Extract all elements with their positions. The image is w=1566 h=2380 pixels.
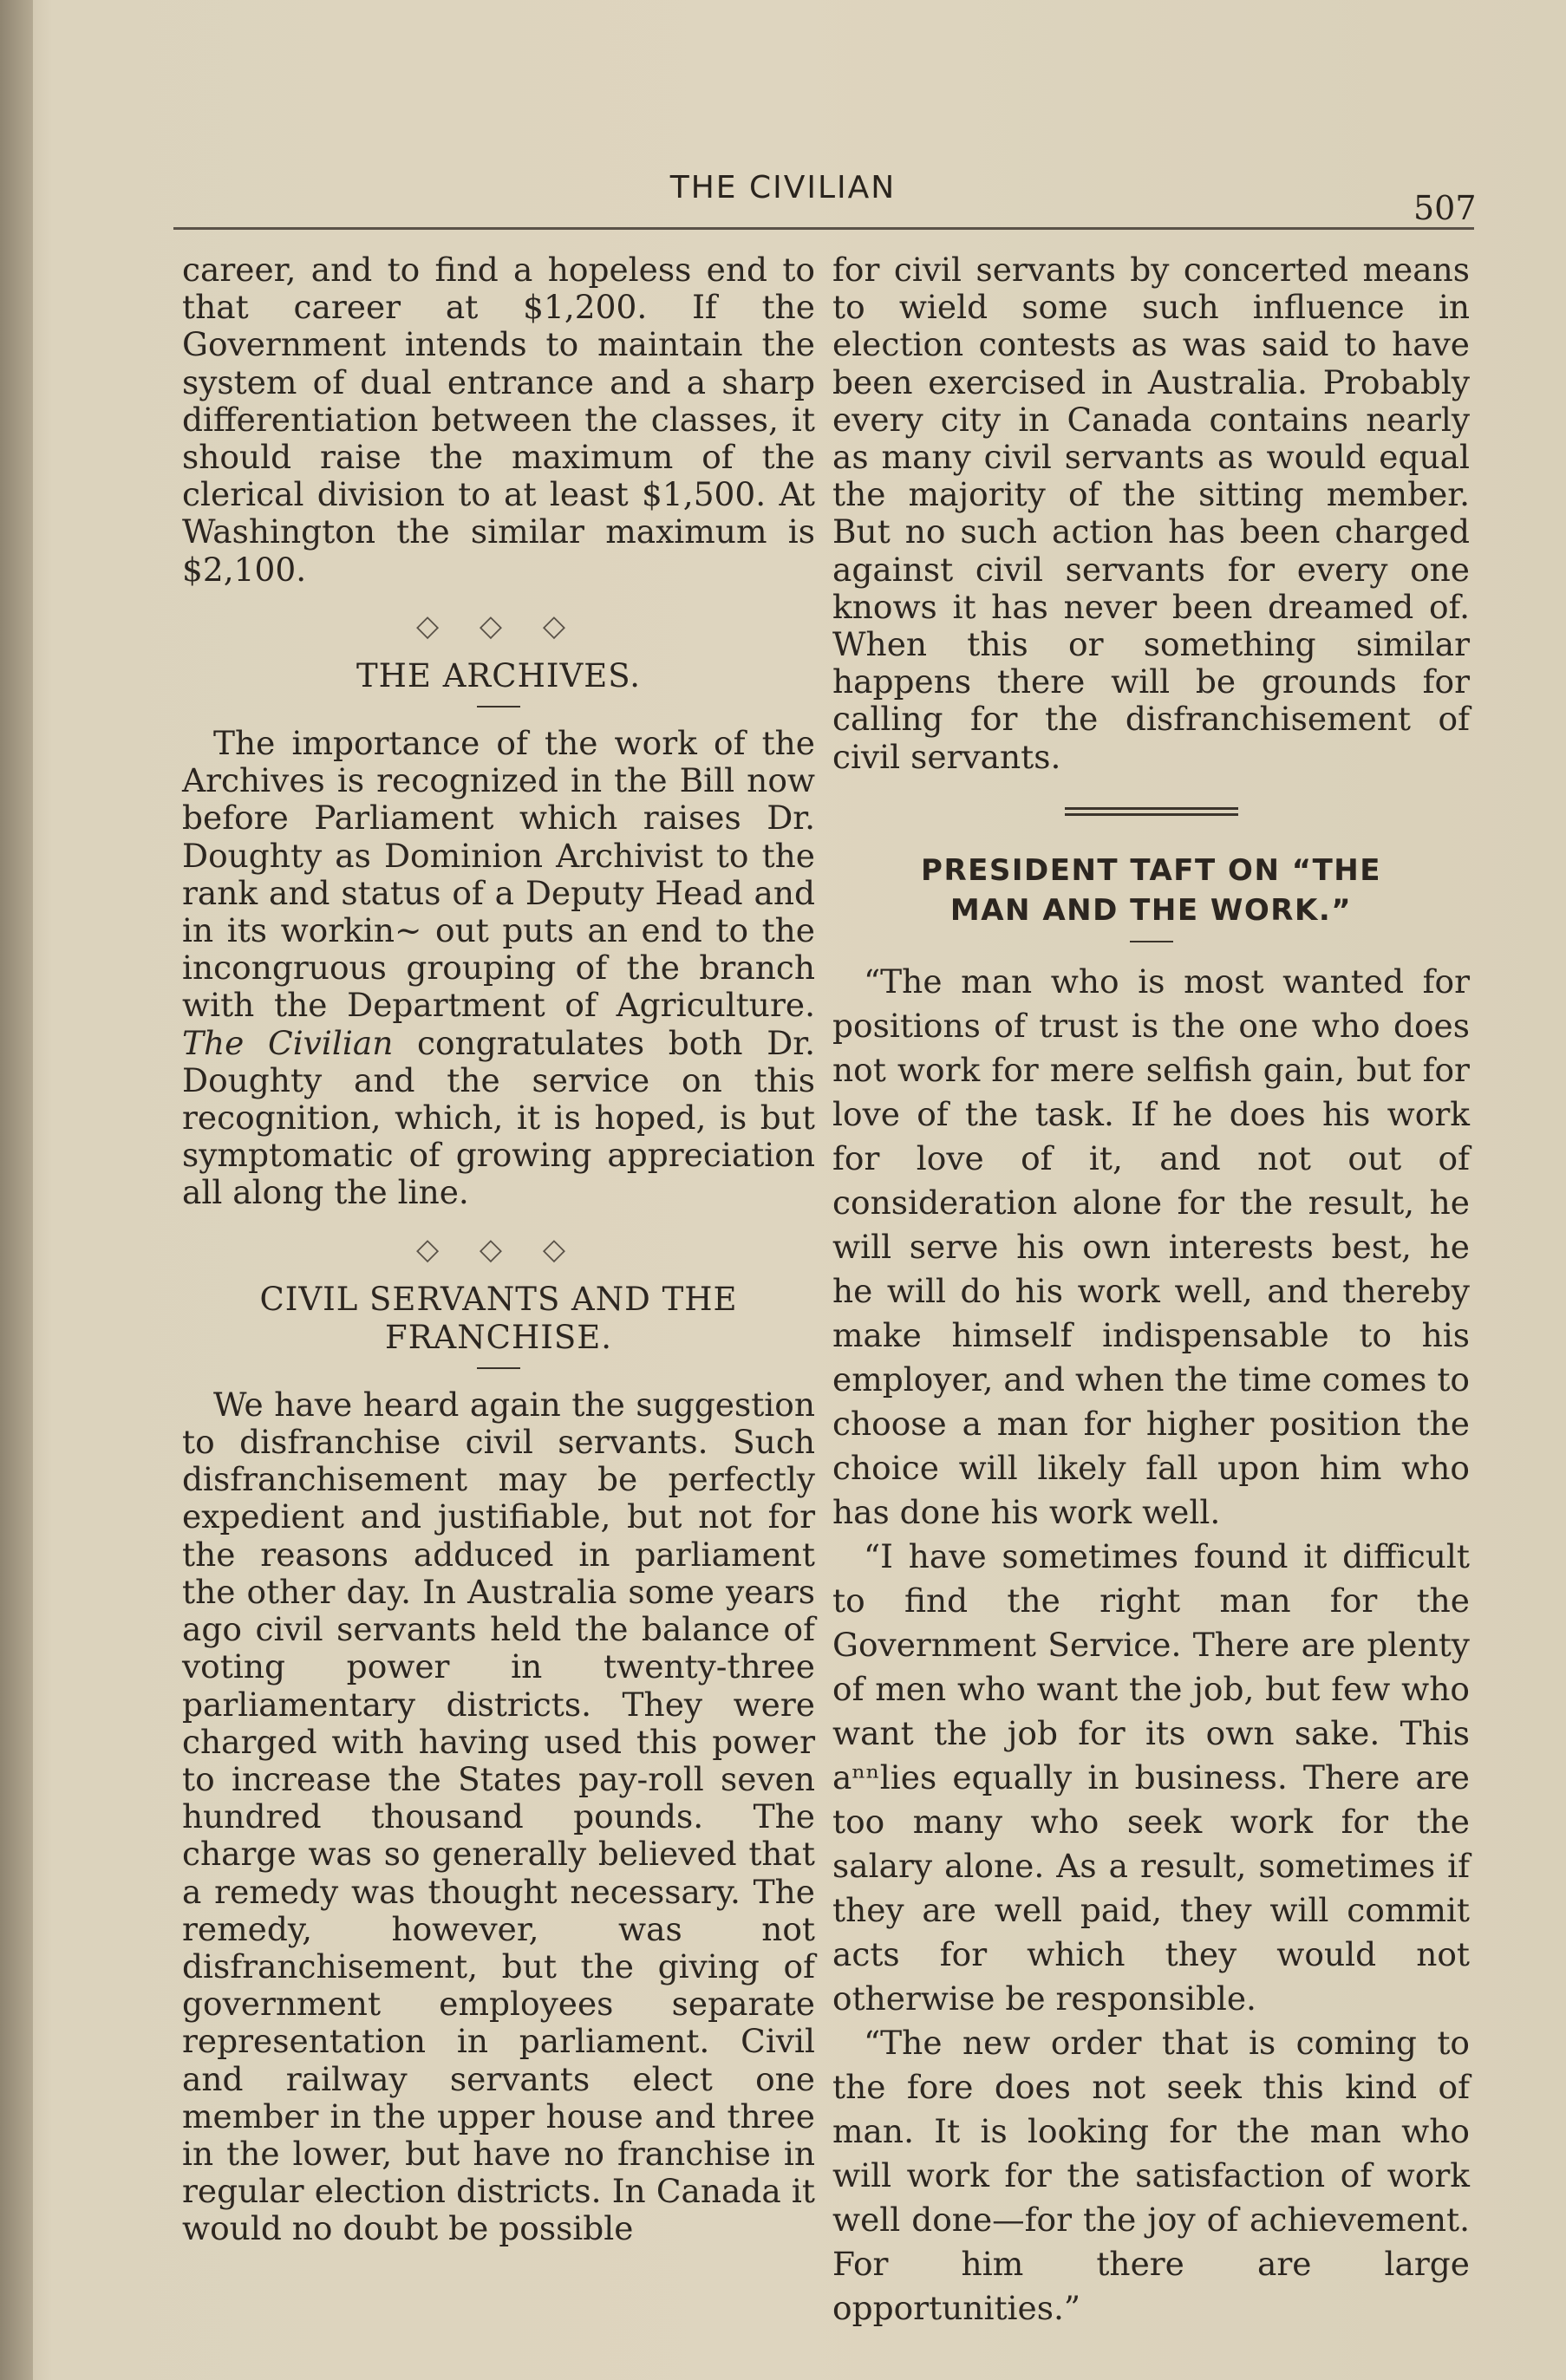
taft-quote-paragraph-2: “I have sometimes found it difficult to find the right man for the Government Service. There are plenty of men who want the job, but few who want the job for its own sake. This aⁿⁿlies equally in business. There are too many who seek work for the salary alone. As a result, sometimes if they are well paid, they will commit acts for which they would not otherwise be responsible.: [832, 1536, 1470, 2018]
franchise-heading-line2: FRANCHISE.: [385, 1318, 612, 1356]
archives-text-after: congratulates both Dr. Doughty and the service on this recognition, which, it is hoped, is but symptomatic of growing appreciation all along the line.: [182, 1023, 815, 1212]
taft-heading: [832, 851, 1470, 930]
page-number: 507: [1413, 189, 1477, 227]
archives-paragraph: [182, 725, 815, 1212]
taft-heading-line2: MAN AND THE WORK.”: [949, 892, 1353, 928]
heading-dash: [477, 1367, 520, 1369]
franchise-paragraph: We have heard again the suggestion to disfranchise civil servants. Such disfranchisement may be perfectly expedient and justifiable, but not for the reasons adduced in parliament the other day. In Australia some years ago civil servants held the balance of voting power in twenty-three parliamentary districts. They were charged with having used this power to increase the States pay-roll seven hundred thousand pounds. The charge was so generally believed that a remedy was thought necessary. The remedy, however, was not disfranchisement, but the giving of government employees separate representation in parliament. Civil and railway servants elect one member in the upper house and three in the lower, but have no franchise in regular election districts. In Canada it would no doubt be possible: [182, 1385, 815, 2248]
section-double-rule: [1065, 807, 1238, 816]
franchise-heading-line1: CIVIL SERVANTS AND THE: [259, 1280, 738, 1318]
heading-dash: [477, 706, 520, 707]
archives-text-before: The importance of the work of the Archives is recognized in the Bill now before Parliament which raises Dr. Doughty as Dominion Archivist to the rank and status of a Deputy Head and in its workin~ out puts an end to the incongruous grouping of the branch with the Department of Agriculture.: [182, 724, 815, 1025]
archives-heading: THE ARCHIVES.: [356, 657, 641, 695]
continued-paragraph: career, and to find a hopeless end to that career at $1,200. If the Government intends to maintain the system of dual entrance and a sharp differentiation between the classes, it should raise the maximum of the clerical division to at least $1,500. At Washington the similar maximum is $2,100.: [182, 251, 815, 589]
taft-heading-line1: PRESIDENT TAFT ON “THE: [921, 852, 1381, 888]
publication-name: The Civilian: [182, 1023, 394, 1062]
header-rule: [173, 227, 1474, 230]
taft-quote-paragraph-1: “The man who is most wanted for positions of trust is the one who does not work for mere selfish gain, but for love of the task. If he does his work for love of it, and not out of consideration alone for the result, he will serve his own interests best, he he will do his work well, and thereby make himself indispensable to his employer, and when the time comes to choose a man for higher position the choice will likely fall upon him who has done his work well.: [832, 962, 1470, 1531]
heading-dash: [1130, 941, 1173, 942]
section-ornament: ◇ ◇ ◇: [415, 1231, 582, 1267]
section-ornament: ◇ ◇ ◇: [415, 608, 582, 643]
franchise-heading: [182, 1281, 815, 1357]
left-column: [182, 251, 815, 2248]
book-spine-shadow: [0, 0, 33, 2380]
right-column: [832, 251, 1470, 2331]
continued-paragraph: for civil servants by concerted means to wield some such influence in election contests as was said to have been exercised in Australia. Probably every city in Canada contains nearly as many civil servants as would equal the majority of the sitting member. But no such action has been charged against civil servants for every one knows it has never been dreamed of. When this or something similar happens there will be grounds for calling for the disfranchisement of civil servants.: [832, 251, 1470, 776]
taft-quote-paragraph-3: “The new order that is coming to the fore does not seek this kind of man. It is looking for the man who will work for the satisfaction of work well done—for the joy of achievement. For him there are large opportunities.”: [832, 2023, 1470, 2327]
running-title: THE CIVILIAN: [669, 170, 897, 205]
